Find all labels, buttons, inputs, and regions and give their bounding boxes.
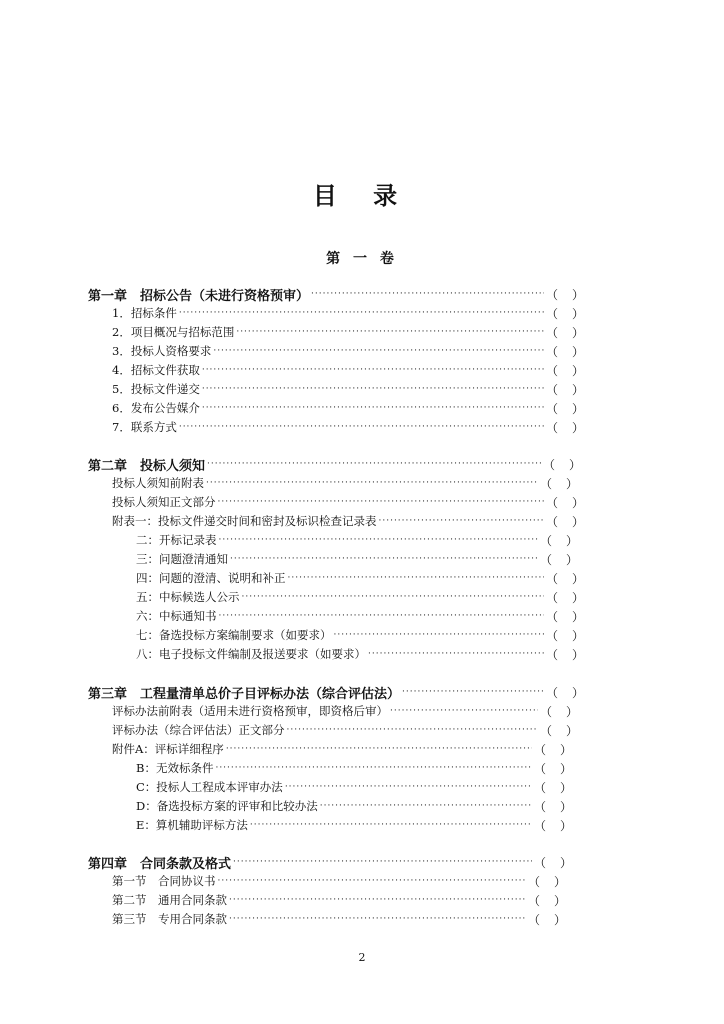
leader-dots <box>213 342 544 360</box>
volume-heading: 第 一 卷 <box>326 251 398 267</box>
entry-title: D：备选投标方案的评审和比较办法 <box>136 799 318 813</box>
page-ref: （ ） <box>546 609 584 624</box>
page-ref: （ ） <box>528 874 566 889</box>
toc-entry <box>112 493 584 511</box>
entry-title: 二：开标记录表 <box>136 533 217 547</box>
chapter-title: 第一章 招标公告（未进行资格预审） <box>88 288 310 304</box>
toc-entry <box>136 607 584 625</box>
toc-entry <box>112 702 578 720</box>
leader-dots <box>207 455 541 473</box>
page-ref: （ ） <box>540 476 578 491</box>
page-ref: （ ） <box>546 647 584 662</box>
toc-entry <box>112 380 584 398</box>
page-ref: （ ） <box>540 552 578 567</box>
toc-entry <box>112 740 572 758</box>
entry-title: 评标办法前附表（适用未进行资格预审，即资格后审） <box>112 704 388 718</box>
entry-title: 评标办法（综合评估法）正文部分 <box>112 723 285 737</box>
toc-chapter <box>88 683 584 701</box>
leader-dots <box>236 323 544 341</box>
toc-entry <box>112 323 584 341</box>
page-ref: （ ） <box>546 287 584 302</box>
toc-entry <box>112 512 584 530</box>
leader-dots <box>390 702 538 720</box>
leader-dots <box>202 399 544 417</box>
page-ref: （ ） <box>546 306 584 321</box>
entry-title: 六：中标通知书 <box>136 609 217 623</box>
page-number: 2 <box>358 951 366 964</box>
toc-chapter <box>88 285 584 303</box>
toc-entry <box>112 872 566 890</box>
page-ref: （ ） <box>546 325 584 340</box>
toc-chapter <box>88 455 581 473</box>
entry-title: 八：电子投标文件编制及报送要求（如要求） <box>136 647 366 661</box>
leader-dots <box>402 683 544 701</box>
entry-title: 投标人须知前附表 <box>112 476 204 490</box>
leader-dots <box>202 361 544 379</box>
toc-entry <box>112 361 584 379</box>
chapter-title: 第四章 合同条款及格式 <box>88 856 232 872</box>
toc-entry <box>136 759 572 777</box>
page-ref: （ ） <box>540 533 578 548</box>
page-ref: （ ） <box>546 420 584 435</box>
leader-dots <box>206 474 538 492</box>
page-ref: （ ） <box>546 401 584 416</box>
entry-title: 四：问题的澄清、说明和补正 <box>136 571 286 585</box>
leader-dots <box>179 418 544 436</box>
entry-title: 4．招标文件获取 <box>112 363 200 377</box>
page-ref: （ ） <box>546 685 584 700</box>
page-ref: （ ） <box>546 514 584 529</box>
entry-title: 附件A：评标详细程序 <box>112 742 224 756</box>
leader-dots <box>179 304 544 322</box>
page-ref: （ ） <box>534 818 572 833</box>
leader-dots <box>230 550 538 568</box>
page-ref: （ ） <box>546 628 584 643</box>
entry-title: 1．招标条件 <box>112 306 177 320</box>
page-ref: （ ） <box>528 893 566 908</box>
leader-dots <box>334 626 545 644</box>
toc-entry <box>112 342 584 360</box>
entry-title: 5．投标文件递交 <box>112 382 200 396</box>
page-ref: （ ） <box>534 780 572 795</box>
toc-entry <box>112 304 584 322</box>
leader-dots <box>320 797 532 815</box>
page-ref: （ ） <box>546 495 584 510</box>
leader-dots <box>226 740 532 758</box>
leader-dots <box>311 285 544 303</box>
page-ref: （ ） <box>546 382 584 397</box>
toc-entry <box>112 399 584 417</box>
entry-title: 第一节 合同协议书 <box>112 874 216 888</box>
entry-title: 第三节 专用合同条款 <box>112 912 227 926</box>
entry-title: 七：备选投标方案编制要求（如要求） <box>136 628 332 642</box>
leader-dots <box>233 853 532 871</box>
page-ref: （ ） <box>534 742 572 757</box>
chapter-title: 第三章 工程量清单总价子目评标办法（综合评估法） <box>88 686 401 702</box>
entry-title: C：投标人工程成本评审办法 <box>136 780 283 794</box>
entry-title: 三：问题澄清通知 <box>136 552 228 566</box>
page-ref: （ ） <box>546 363 584 378</box>
page-ref: （ ） <box>534 855 572 870</box>
toc-entry <box>136 531 578 549</box>
chapter-title: 第二章 投标人须知 <box>88 458 206 474</box>
page-ref: （ ） <box>546 344 584 359</box>
toc-entry <box>112 418 584 436</box>
leader-dots <box>229 891 526 909</box>
page-ref: （ ） <box>528 912 566 927</box>
page-ref: （ ） <box>546 590 584 605</box>
toc-entry <box>112 721 578 739</box>
toc-entry <box>136 797 572 815</box>
leader-dots <box>285 778 532 796</box>
toc-entry <box>136 778 572 796</box>
leader-dots <box>219 531 539 549</box>
leader-dots <box>219 607 545 625</box>
entry-title: 3．投标人资格要求 <box>112 344 212 358</box>
entry-title: 6．发布公告媒介 <box>112 401 200 415</box>
leader-dots <box>218 872 527 890</box>
page-ref: （ ） <box>534 761 572 776</box>
toc-entry <box>136 588 584 606</box>
toc-title: 目 录 <box>312 182 412 210</box>
toc-entry <box>112 891 566 909</box>
leader-dots <box>229 910 526 928</box>
toc-entry <box>112 474 578 492</box>
page-ref: （ ） <box>540 723 578 738</box>
toc-chapter <box>88 853 572 871</box>
leader-dots <box>242 588 545 606</box>
entry-title: E：算机辅助评标方法 <box>136 818 248 832</box>
page-ref: （ ） <box>534 799 572 814</box>
leader-dots <box>202 380 544 398</box>
page-ref: （ ） <box>546 571 584 586</box>
toc-entry <box>136 816 572 834</box>
leader-dots <box>379 512 545 530</box>
toc-entry <box>136 550 578 568</box>
leader-dots <box>287 721 539 739</box>
page-ref: （ ） <box>543 457 581 472</box>
toc-entry <box>136 645 584 663</box>
page-ref: （ ） <box>540 704 578 719</box>
toc-entry <box>112 910 566 928</box>
leader-dots <box>215 759 532 777</box>
toc-entry <box>136 626 584 644</box>
entry-title: 附表一：投标文件递交时间和密封及标识检查记录表 <box>112 514 377 528</box>
entry-title: 7．联系方式 <box>112 420 177 434</box>
leader-dots <box>250 816 532 834</box>
toc-entry <box>136 569 584 587</box>
entry-title: 第二节 通用合同条款 <box>112 893 227 907</box>
leader-dots <box>288 569 545 587</box>
entry-title: B：无效标条件 <box>136 761 214 775</box>
leader-dots <box>218 493 545 511</box>
entry-title: 五：中标候选人公示 <box>136 590 240 604</box>
entry-title: 投标人须知正文部分 <box>112 495 216 509</box>
entry-title: 2．项目概况与招标范围 <box>112 325 235 339</box>
leader-dots <box>368 645 544 663</box>
